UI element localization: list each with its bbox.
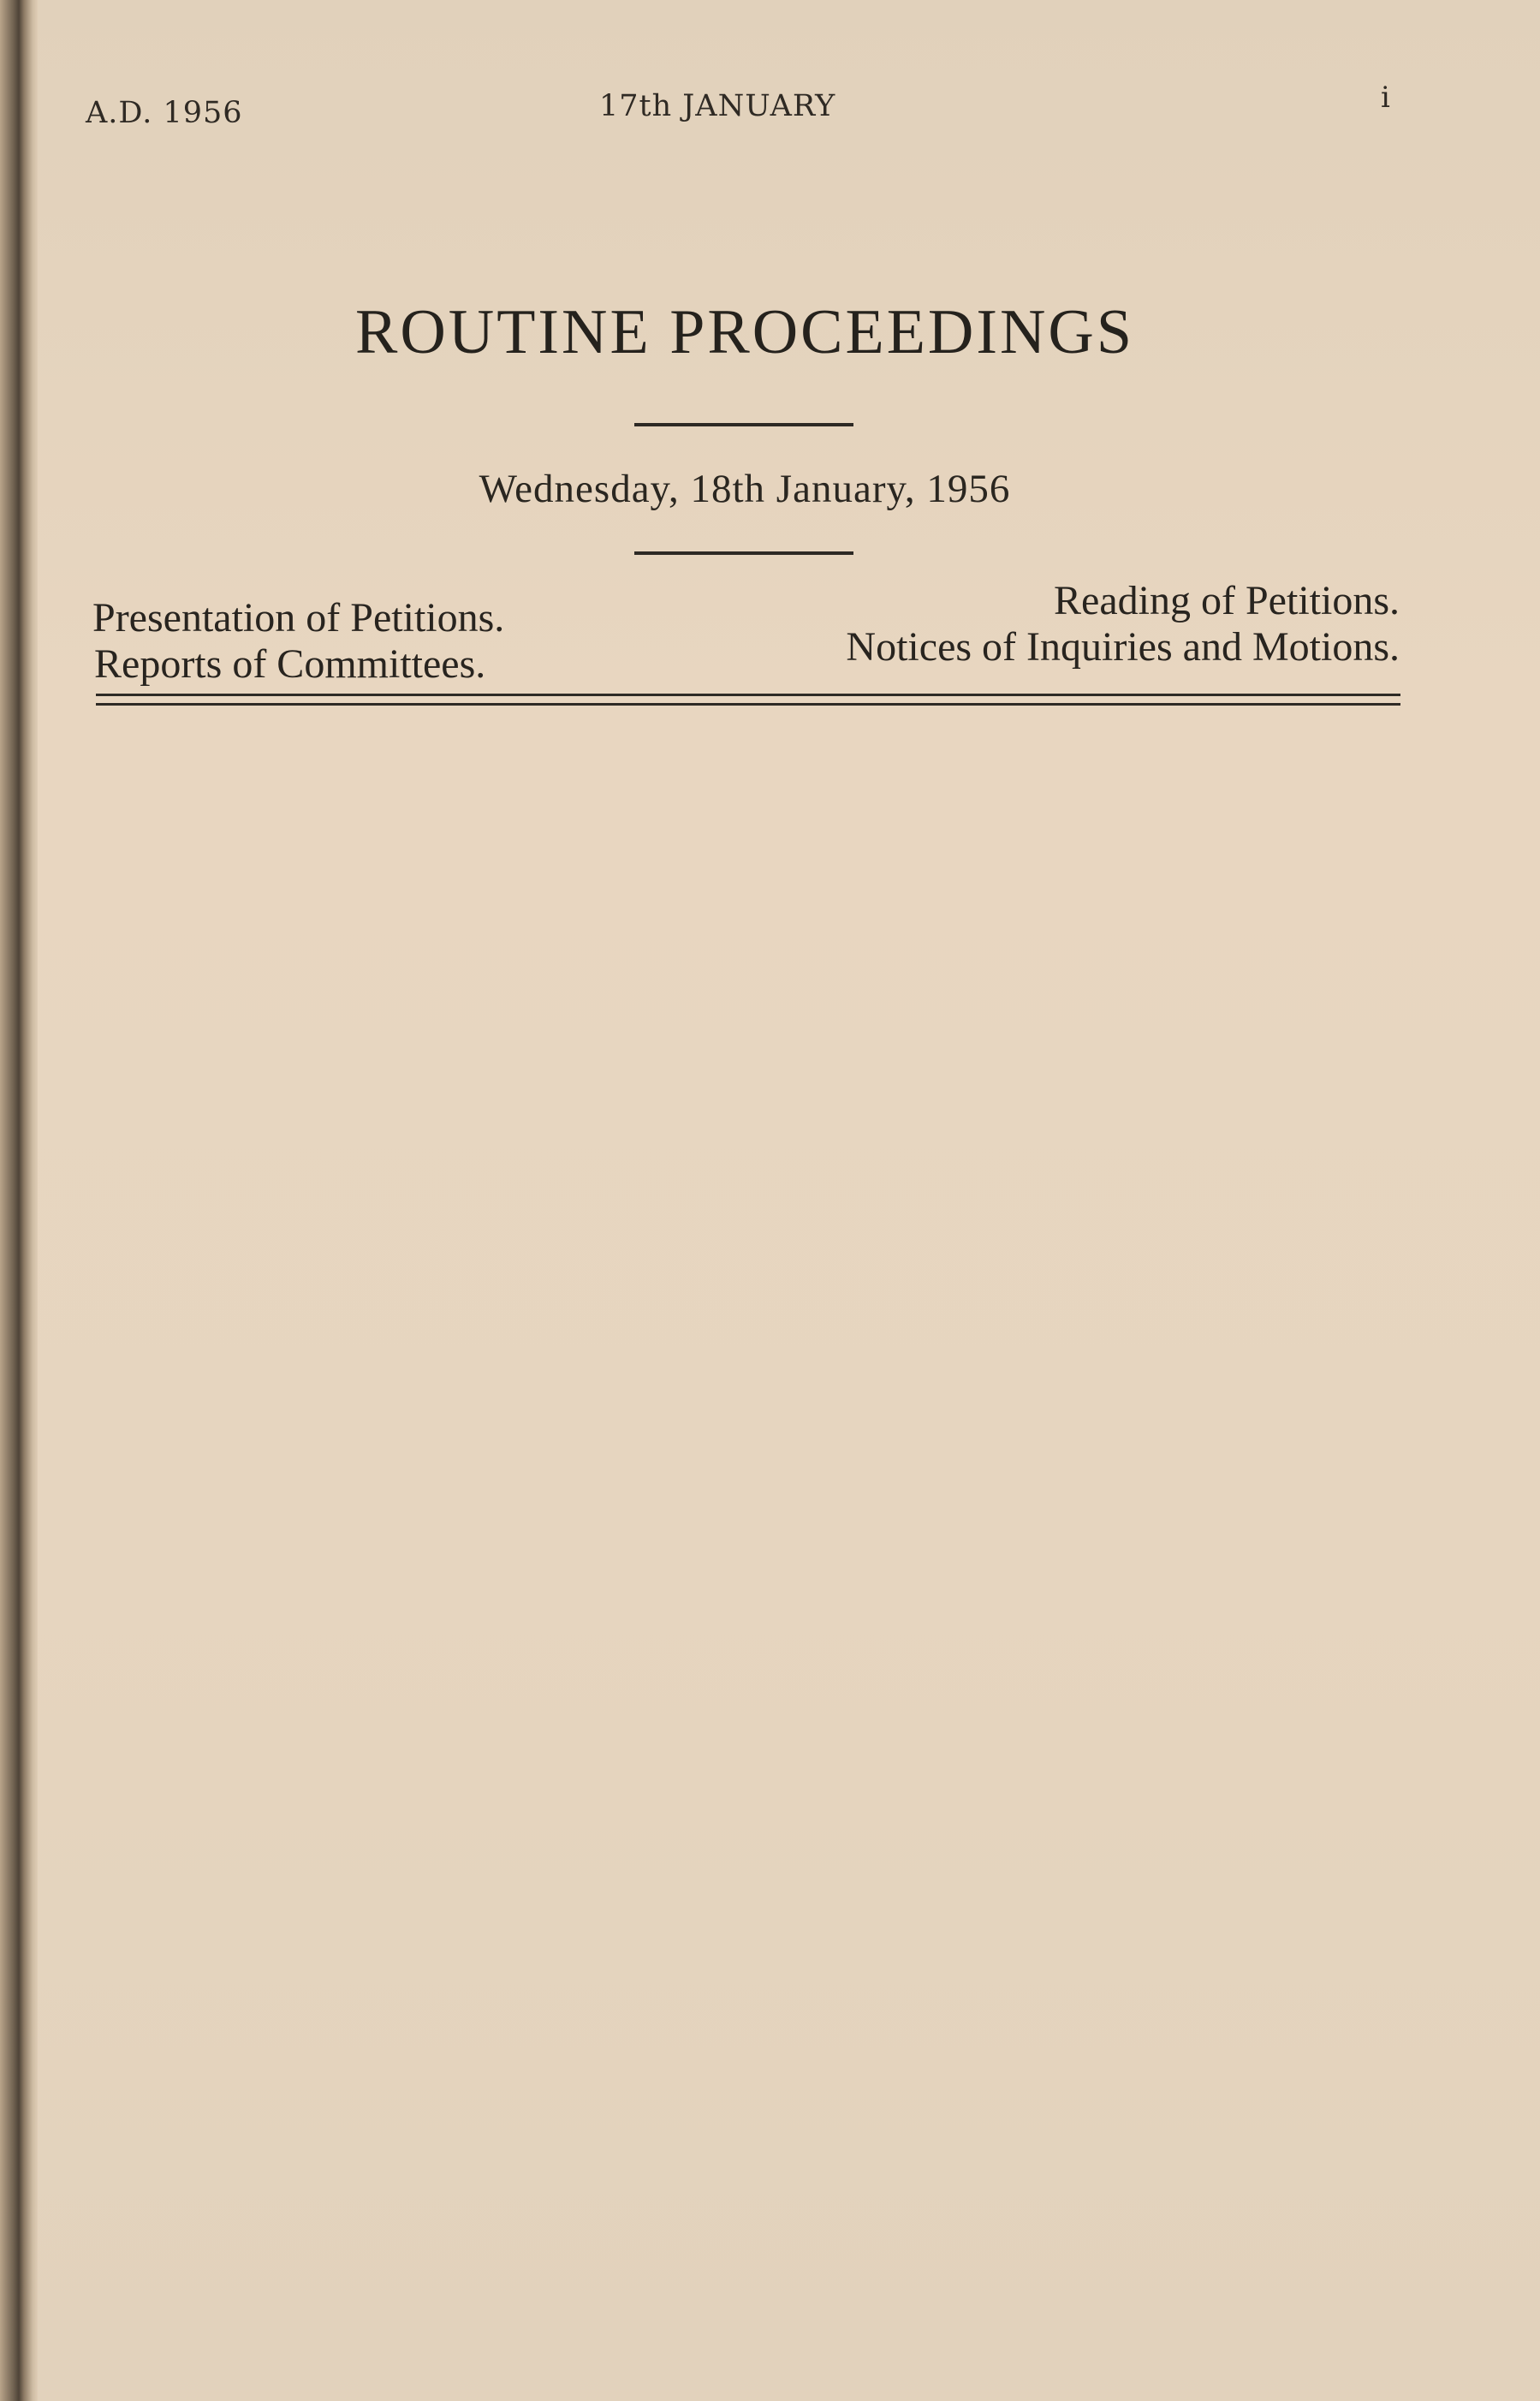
item-notices-of-inquiries: Notices of Inquiries and Motions. <box>846 624 1400 670</box>
item-presentation-of-petitions: Presentation of Petitions. <box>92 595 505 640</box>
sitting-date: Wednesday, 18th January, 1956 <box>479 467 1011 511</box>
running-head-year: A.D. 1956 <box>86 96 243 130</box>
page-number: i <box>1381 80 1391 115</box>
page-title: ROUTINE PROCEEDINGS <box>354 297 1135 367</box>
double-rule-divider <box>96 694 1400 706</box>
item-reading-of-petitions: Reading of Petitions. <box>1054 578 1400 623</box>
item-reports-of-committees: Reports of Committees. <box>94 641 486 687</box>
running-head-date: 17th JANUARY <box>599 89 836 123</box>
divider-rule-bottom <box>634 551 853 555</box>
divider-rule-top <box>634 423 853 426</box>
